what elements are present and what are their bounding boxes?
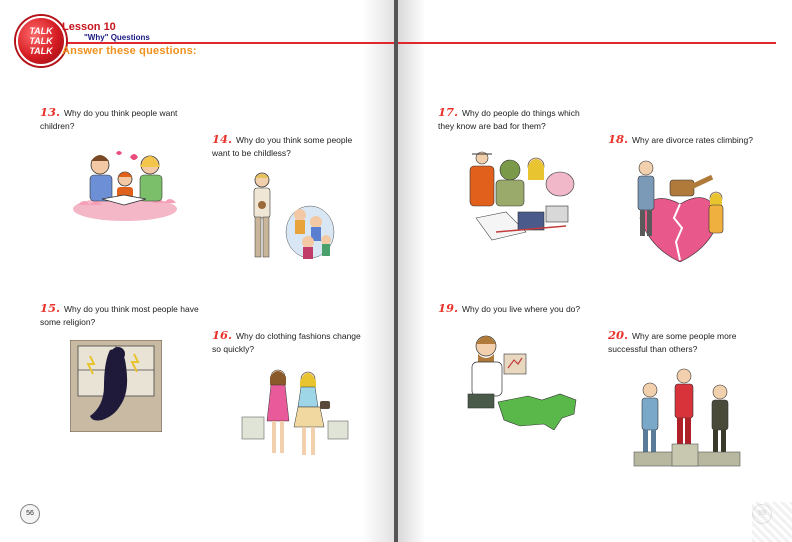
header-rule-right bbox=[398, 42, 776, 44]
question-13: 13. Why do you think people want children? bbox=[40, 105, 178, 131]
businessmen-podium-illustration bbox=[632, 368, 742, 470]
question-19: 19. Why do you live where you do? bbox=[438, 301, 581, 315]
bad-habits-collage-illustration bbox=[466, 148, 578, 242]
instruction-heading: Answer these questions: bbox=[62, 45, 197, 57]
question-20: 20. Why are some people more successful than others? bbox=[608, 328, 737, 354]
broken-heart-divorce-illustration bbox=[630, 158, 730, 262]
question-17: 17. Why do people do things which they know are bad for them? bbox=[438, 105, 580, 131]
question-18: 18. Why are divorce rates climbing? bbox=[608, 132, 753, 146]
childless-man-illustration bbox=[240, 170, 340, 270]
page-number-left: 56 bbox=[20, 504, 40, 524]
family-reading-illustration bbox=[70, 145, 180, 225]
lesson-title: Lesson 10 bbox=[62, 21, 116, 33]
header-rule bbox=[40, 42, 394, 44]
man-with-map-illustration bbox=[464, 328, 580, 430]
question-15: 15. Why do you think most people have some religion? bbox=[40, 301, 199, 327]
question-16: 16. Why do clothing fashions change so quickly? bbox=[212, 328, 361, 354]
page-corner-stripes bbox=[752, 502, 792, 542]
lesson-subtitle: "Why" Questions bbox=[84, 33, 150, 42]
left-page bbox=[0, 0, 394, 542]
fashion-women-illustration bbox=[240, 367, 352, 467]
praying-figure-illustration bbox=[70, 340, 162, 432]
question-14: 14. Why do you think some people want to be childless? bbox=[212, 132, 353, 158]
talk-talk-talk-logo: TALK TALK TALK bbox=[16, 16, 66, 66]
right-page bbox=[398, 0, 792, 542]
